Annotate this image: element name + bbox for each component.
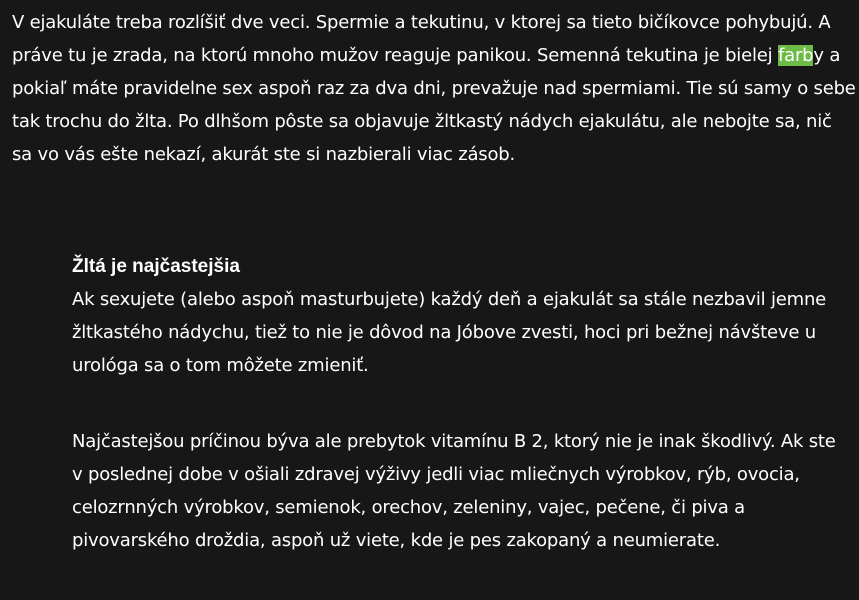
section-paragraph-2: Najčastejšou príčinou býva ale prebytok vitamínu B 2, ktorý nie je inak škodlivý. Ak ste v poslednej dobe v ošiali zdravej výživy jedli viac mliečnych výrobkov, rýb, ovocia, celozrnných výrobkov, semienok, orechov, zeleniny, vajec, pečene, či piva a pivovarského droždia, aspoň už viete, kde je pes zakopaný a neumierate. bbox=[72, 431, 836, 551]
section-paragraph-1: Ak sexujete (alebo aspoň masturbujete) každý deň a ejakulát sa stále nezbavil jemne žltkastého nádychu, tiež to nie je dôvod na Jóbove zvesti, hoci pri bežnej návšteve u urológa sa o tom môžete zmieniť. bbox=[72, 289, 827, 376]
yellow-color-section bbox=[72, 250, 842, 557]
intro-text-end: y a pokiaľ máte pravidelne sex aspoň raz za dva dni, prevažuje nad spermiami. Tie sú samy o sebe tak trochu do žlta. Po dlhšom pôste sa objavuje žltkastý nádych ejakulátu, ale nebojte sa, nič sa vo vás ešte nekazí, akurát ste si nazbierali viac zásob. bbox=[12, 45, 856, 165]
highlighted-word: farb bbox=[777, 45, 814, 66]
intro-paragraph bbox=[12, 6, 857, 171]
section-heading: Žltá je najčastejšia bbox=[72, 256, 240, 277]
intro-text-start: V ejakuláte treba rozlíšiť dve veci. Spermie a tekutinu, v ktorej sa tieto bičíkovce pohybujú. A práve tu je zrada, na ktorú mnoho mužov reaguje panikou. Semenná tekutina je bielej bbox=[12, 12, 831, 66]
